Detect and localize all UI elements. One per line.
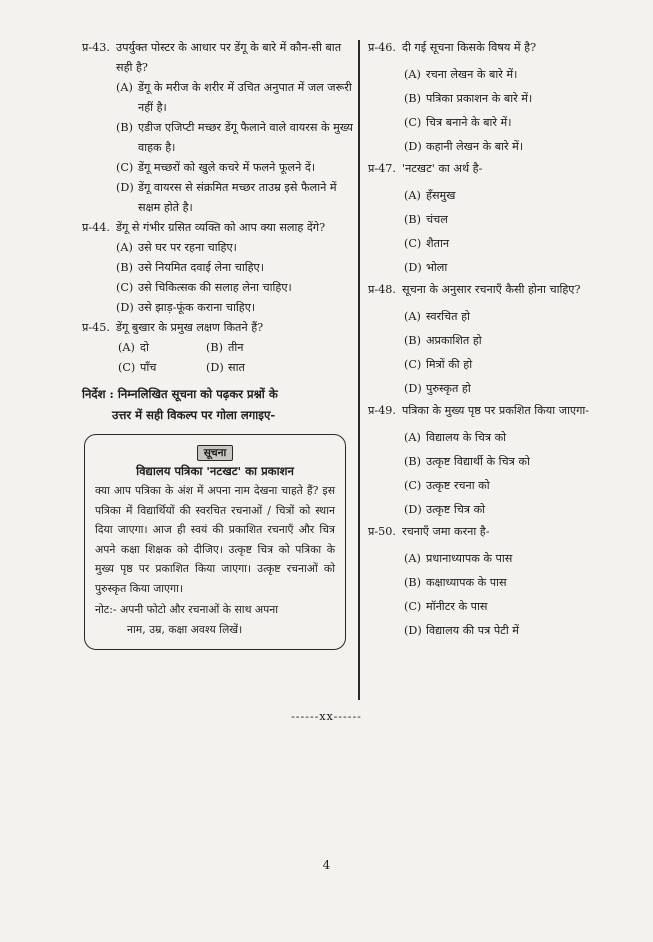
options-43 [116,78,354,218]
question-number: प्र-45. [82,321,110,334]
option-b[interactable]: (B) तीन [206,341,244,354]
option-d[interactable]: (D) कहानी लेखन के बारे में। [404,140,524,153]
question-number: प्र-49. [368,404,396,417]
option-a[interactable]: (A) विद्यालय के चित्र को [404,431,507,444]
question-47 [368,159,630,179]
option-d[interactable]: (D) उत्कृष्ट चित्र को [404,503,486,516]
options-45 [118,338,354,378]
option-d[interactable]: (D) सात [206,361,245,374]
notice-body: क्या आप पत्रिका के अंश में अपना नाम देखना चाहते हैं? इस पत्रिका में विद्यार्थियों की स्वरचित रचनाओं / चित्रों को स्थान दिया जाएगा। आज ही स्वयं की प्रकाशित रचनाएँ और चित्र अपने कक्षा शिक्षक को दीजिए। उत्कृष्ट चित्र को पत्रिका के मुख्य पृष्ठ पर प्रकाशित किया जाएगा। उत्कृष्ट रचनाओं को पुरुस्कृत किया जाएगा। [95,484,335,595]
option-a[interactable]: (A) दो [118,341,149,354]
question-text: उपर्युक्त पोस्टर के आधार पर डेंगू के बारे में कौन-सी बात सही है? [116,41,342,74]
options-49 [368,426,630,522]
question-49 [368,401,630,421]
option-c[interactable]: (C) मॉनीटर के पास [404,600,488,613]
notice-box [84,434,346,650]
option-c[interactable]: (C) उसे चिकित्सक की सलाह लेना चाहिए। [116,281,292,294]
option-b[interactable]: (B) उत्कृष्ट विद्यार्थी के चित्र को [404,455,530,468]
option-d[interactable]: (D) डेंगू वायरस से संक्रमित मच्छर ताउम्र इसे फैलाने में सक्षम होते है। [116,181,337,214]
instruction-line-2: उत्तर में सही विकल्प पर गोला लगाइए- [112,408,276,422]
question-46 [368,38,630,58]
option-b[interactable]: (B) कक्षाध्यापक के पास [404,576,507,589]
option-a[interactable]: (A) हँसमुख [404,189,456,202]
left-column [82,38,354,650]
notice-badge: सूचना [197,445,234,461]
option-a[interactable]: (A) डेंगू के मरीज के शरीर में उचित अनुपात में जल जरूरी नहीं है। [116,81,352,114]
question-number: प्र-46. [368,41,396,54]
right-column [368,38,630,643]
option-d[interactable]: (D) उसे झाड़-फूंक कराना चाहिए। [116,301,256,314]
option-b[interactable]: (B) पत्रिका प्रकाशन के बारे में। [404,92,533,105]
option-c[interactable]: (C) डेंगू मच्छरों को खुले कचरे में फलने फूलने दें। [116,161,316,174]
option-b[interactable]: (B) एडीज एजिप्टी मच्छर डेंगू फैलाने वाले वायरस के मुख्य वाहक है। [116,121,353,154]
options-44 [116,238,354,318]
question-text: डेंगू बुखार के प्रमुख लक्षण कितने हैं? [116,321,264,334]
column-divider [358,40,360,700]
question-text: 'नटखट' का अर्थ है- [402,162,483,175]
question-number: प्र-44. [82,221,110,234]
question-43 [82,38,354,78]
option-c[interactable]: (C) पाँच [118,361,157,374]
page-number: 4 [322,858,331,872]
question-number: प्र-48. [368,283,396,296]
options-47 [368,184,630,280]
question-number: प्र-47. [368,162,396,175]
option-c[interactable]: (C) शैतान [404,237,450,250]
option-c[interactable]: (C) मित्रों की हो [404,358,473,371]
options-48 [368,305,630,401]
option-a[interactable]: (A) उसे घर पर रहना चाहिए। [116,241,237,254]
note-line-1: नोट:- अपनी फोटो और रचनाओं के साथ अपना [95,603,279,616]
end-mark: ------xx------ [291,710,362,723]
option-a[interactable]: (A) प्रधानाध्यापक के पास [404,552,513,565]
question-text: रचनाएँ जमा करना है- [402,525,490,538]
option-a[interactable]: (A) रचना लेखन के बारे में। [404,68,518,81]
options-50 [368,547,630,643]
question-text: डेंगू से गंभीर ग्रसित व्यक्ति को आप क्या सलाह देंगे? [116,221,326,234]
instruction [82,384,354,426]
question-number: प्र-50. [368,525,396,538]
options-46 [368,63,630,159]
question-50 [368,522,630,542]
option-c[interactable]: (C) चित्र बनाने के बारे में। [404,116,512,129]
option-c[interactable]: (C) उत्कृष्ट रचना को [404,479,490,492]
question-45 [82,318,354,338]
question-44 [82,218,354,238]
notice-title: विद्यालय पत्रिका 'नटखट' का प्रकाशन [136,464,294,478]
option-d[interactable]: (D) भोला [404,261,448,274]
question-48 [368,280,630,300]
note-line-2: नाम, उम्र, कक्षा अवश्य लिखें। [127,622,243,636]
question-text: पत्रिका के मुख्य पृष्ठ पर प्रकशित किया जाएगा- [402,404,590,417]
notice-note [95,600,335,639]
option-b[interactable]: (B) अप्रकाशित हो [404,334,482,347]
option-d[interactable]: (D) विद्यालय की पत्र पेटी में [404,624,519,637]
option-a[interactable]: (A) स्वरचित हो [404,310,470,323]
question-text: दी गई सूचना किसके विषय में है? [402,41,537,54]
option-d[interactable]: (D) पुरुस्कृत हो [404,382,471,395]
option-b[interactable]: (B) चंचल [404,213,448,226]
option-b[interactable]: (B) उसे नियमित दवाई लेना चाहिए। [116,261,264,274]
question-text: सूचना के अनुसार रचनाएँ कैसी होना चाहिए? [402,283,581,296]
instruction-line-1: निर्देश : निम्नलिखित सूचना को पढ़कर प्रश्नों के [82,387,278,401]
question-number: प्र-43. [82,41,110,54]
